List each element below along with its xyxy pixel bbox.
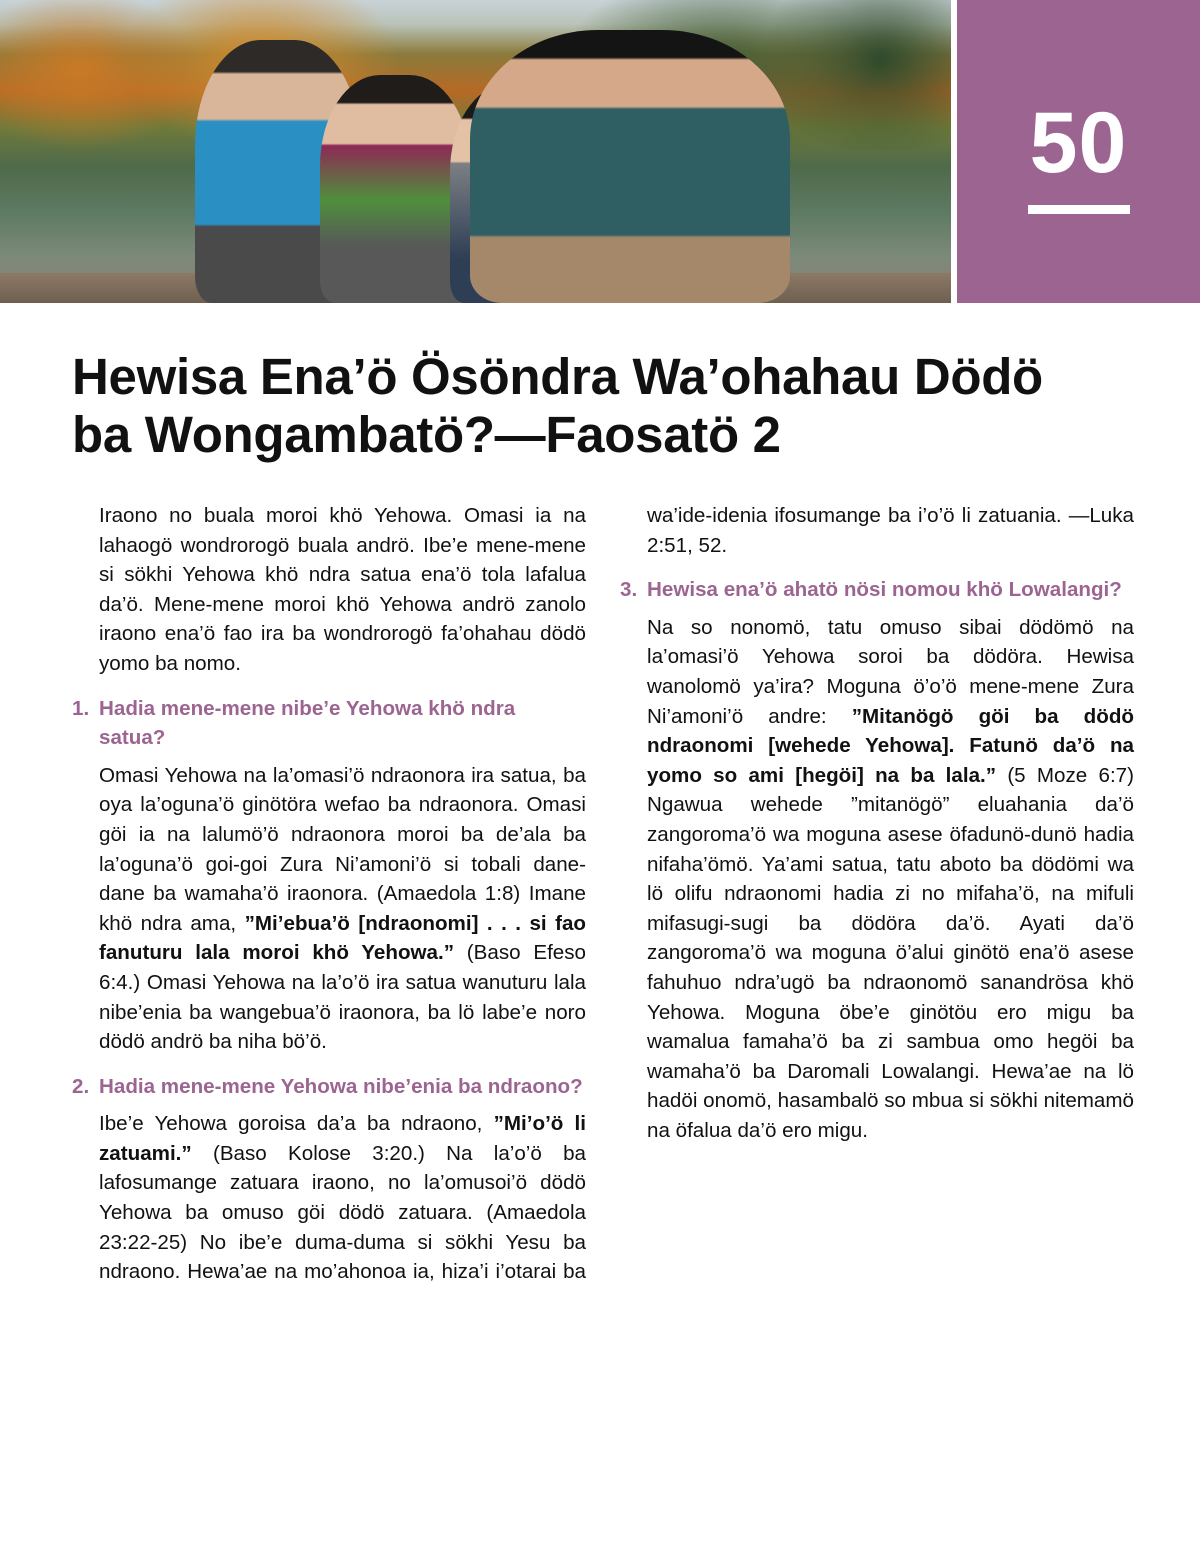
scripture-quote: ”Mi’ebua’ö [ndraonomi] . . . si fao fanuturu lala moroi khö Yehowa.”	[99, 911, 587, 965]
question-text: Hadia mene-mene nibe’e Yehowa khö ndra satua?	[99, 696, 516, 750]
question-text: Hadia mene-mene Yehowa nibe’enia ba ndraono?	[99, 1074, 583, 1098]
paragraph-text: (Baso Kolose 3:20.) Na la’o’ö ba lafosumange zatuara iraono, no la’omusoi’ö dödö Yehowa ba omuso göi dödö zatuara. (Amaedola 23:22-25) No ibe’e duma-duma si sökhi Yesu ba ndraono. Hewa’ae na mo’ahonoa ia, hiza’i i’otarai ba wa’ide-idenia ifosumange ba i’o’ö li zatuania. —Luka 2:51, 52.	[99, 504, 1134, 1284]
family-photo	[0, 0, 951, 303]
daughter-figure	[320, 75, 470, 303]
section-paragraph	[647, 613, 1134, 1146]
section-question	[72, 694, 586, 753]
question-number: 1.	[72, 696, 90, 720]
paragraph-text: Omasi Yehowa na la’omasi’ö ndraonora ira satua, ba oya la’oguna’ö ginötöra wefao ba ndraonora. Omasi göi ia na lalumö’ö ndraonora moroi ba de’ala ba la’oguna’ö goi-goi Zura Ni’amoni’ö si tobali dane-dane ba wamaha’ö iraonora. (Amaedola 1:8) Imane khö ndra ama,	[99, 763, 586, 935]
lesson-body	[72, 501, 1134, 1291]
question-text: Hewisa ena’ö ahatö nösi nomou khö Lowalangi?	[647, 578, 1122, 602]
section-paragraph	[99, 761, 586, 1057]
lesson-number-box	[957, 0, 1200, 303]
title-line-1: Hewisa Ena’ö Ösöndra Wa’ohahau Dödö	[72, 348, 1043, 405]
scripture-quote: ”Mitanögö göi ba dödö ndraonomi [wehede Yehowa]. Fatunö da’ö na yomo so ami [hegöi] na ba lala.”	[647, 704, 1134, 787]
section-question	[620, 575, 1134, 605]
intro-paragraph: Iraono no buala moroi khö Yehowa. Omasi ia na lahaogö wondrorogö buala andrö. Ibe’e mene-mene si sökhi Yehowa khö ndra satua ena’ö tola lafalua da’ö. Mene-mene moroi khö Yehowa andrö zanolo iraono ena’ö fao ira ba wondrorogö fa’ohahau dödö yomo ba nomo.	[99, 504, 586, 675]
lesson-number-underline	[1028, 205, 1130, 214]
question-number: 2.	[72, 1074, 90, 1098]
page-title	[72, 348, 1152, 464]
paragraph-text: Ibe’e Yehowa goroisa da’a ba ndraono,	[99, 1112, 494, 1136]
question-number: 3.	[620, 578, 638, 602]
section-question	[72, 1072, 586, 1102]
paragraph-text: Na so nonomö, tatu omuso sibai dödömö na la’omasi’ö Yehowa soroi ba dödöra. Hewisa wanolomö ya’ira? Moguna ö’o’ö mene-mene Zura Ni’amoni’ö andre:	[647, 615, 1134, 728]
father-figure	[470, 30, 790, 303]
title-line-2: ba Wongambatö?—Faosatö 2	[72, 406, 781, 463]
paragraph-text: (Baso Efeso 6:4.) Omasi Yehowa na la’o’ö ira satua wanuturu lala nibe’enia ba wangebua’ö iraonora, ba lö labe’e noro dödö andrö ba niha bö’ö.	[99, 941, 587, 1054]
lesson-number: 50	[1029, 95, 1128, 191]
scripture-quote: ”Mi’o’ö li zatuami.”	[99, 1112, 586, 1165]
paragraph-text: (5 Moze 6:7) Ngawua wehede ”mitanögö” eluahania da’ö zangoroma’ö wa moguna asese öfadunö-dunö hadia nifaha’ömö. Ya’ami satua, tatu aboto ba dödömi wa lö olifu ndraonomi hadia zi no mifaha’ö, na mifuli mifasugi-sugi ba dödöra da’ö. Ayati da’ö zangoroma’ö wa moguna ö’alui ginötö ena’ö asese fahuhuo ndra’ugö ba ndraonomö sanandrösa khö Yehowa. Moguna öbe’e ginötöu ero migu ba wamalua famaha’ö ba zi sambua omo hegöi ba wamaha’ö ba Daromali Lowalangi. Hewa’ae na lö hadöi onomö, hasambalö so mbua si sökhi nitemamö na öfalua da’ö ero migu.	[647, 763, 1134, 1142]
